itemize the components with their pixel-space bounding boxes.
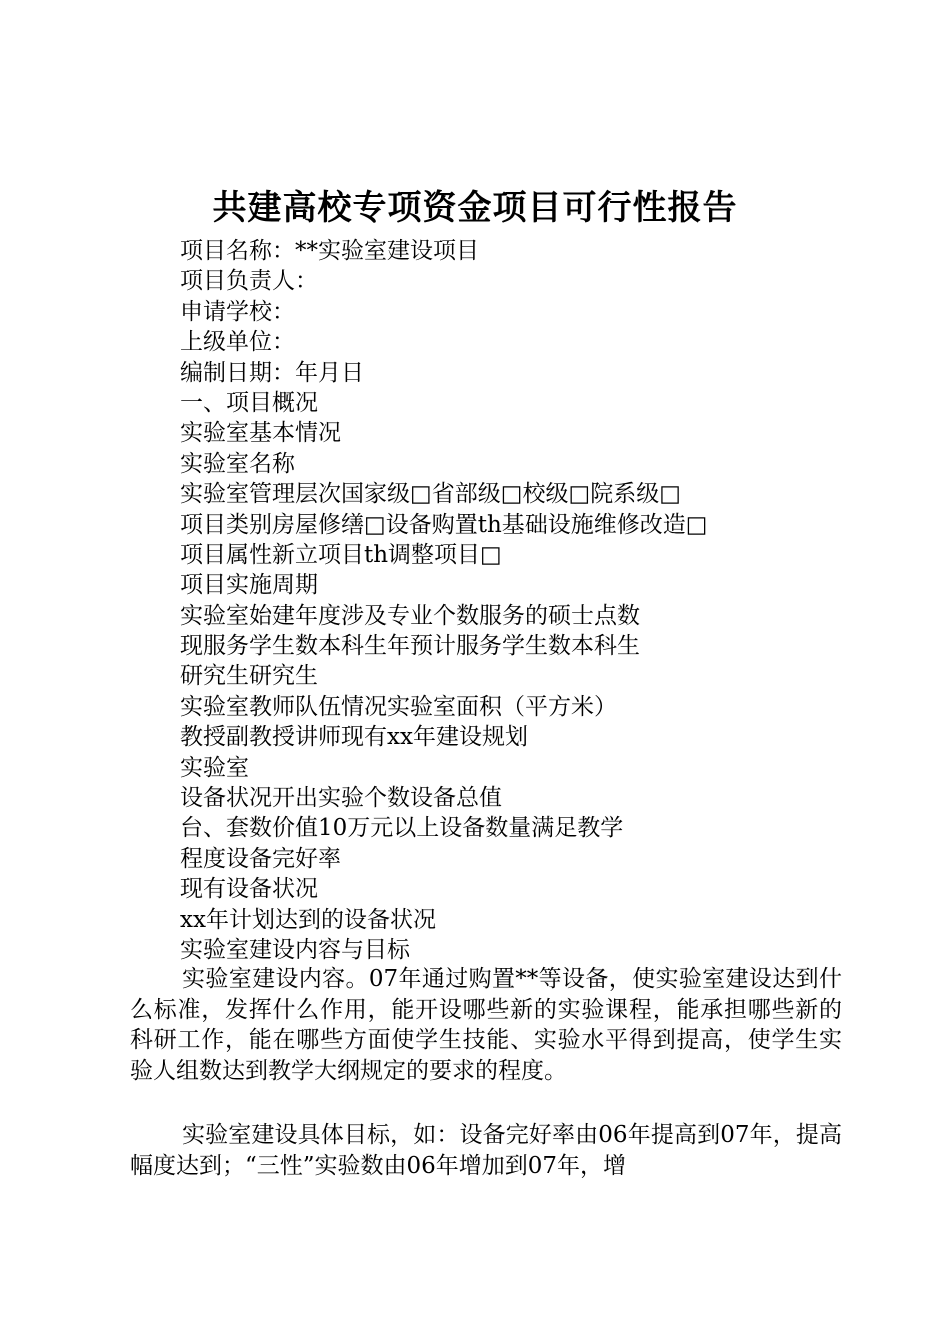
text-line-compile-date: 编制日期：年月日 — [180, 359, 364, 386]
text-line-current-equipment: 现有设备状况 — [180, 876, 318, 903]
text-line-equipment-rate: 程度设备完好率 — [180, 845, 341, 872]
text-line-implementation-period: 项目实施周期 — [180, 572, 318, 599]
text-line-founding-year: 实验室始建年度涉及专业个数服务的硕士点数 — [180, 602, 640, 629]
text-line-construction-goals: 实验室建设内容与目标 — [180, 936, 410, 963]
text-line-management-level: 实验室管理层次国家级□省部级□校级□院系级□ — [180, 481, 681, 508]
text-line-project-attribute: 项目属性新立项目th调整项目□ — [180, 541, 502, 568]
text-line-professors: 教授副教授讲师现有xx年建设规划 — [180, 724, 528, 751]
text-line-equipment-units: 台、套数价值10万元以上设备数量满足教学 — [180, 815, 624, 842]
text-line-applying-school: 申请学校： — [180, 298, 295, 325]
text-line-superior-unit: 上级单位： — [180, 329, 295, 356]
text-line-lab: 实验室 — [180, 754, 249, 781]
project-info-lines — [180, 236, 708, 965]
section-heading-overview: 一、项目概况 — [180, 389, 318, 416]
text-line-equipment-status: 设备状况开出实验个数设备总值 — [180, 785, 502, 812]
text-line-teaching-staff: 实验室教师队伍情况实验室面积（平方米） — [180, 693, 617, 720]
paragraph-specific-goals: 实验室建设具体目标，如：设备完好率由06年提高到07年，提高幅度达到；“三性”实验数由06年增加到07年，增 — [130, 1122, 842, 1179]
text-line-project-leader: 项目负责人： — [180, 268, 318, 295]
paragraph-construction-content: 实验室建设内容。07年通过购置**等设备，使实验室建设达到什么标准，发挥什么作用，能开设哪些新的实验课程，能承担哪些新的科研工作，能在哪些方面使学生技能、实验水平得到提高，使学生实验人组数达到教学大纲规定的要求的程度。 — [130, 966, 842, 1084]
document-title: 共建高校专项资金项目可行性报告 — [212, 188, 738, 228]
text-line-lab-basics: 实验室基本情况 — [180, 420, 341, 447]
text-line-project-category: 项目类别房屋修缮□设备购置th基础设施维修改造□ — [180, 511, 708, 538]
text-line-planned-equipment: xx年计划达到的设备状况 — [180, 906, 436, 933]
text-line-project-name: 项目名称：**实验室建设项目 — [180, 238, 479, 264]
text-line-students-served: 现服务学生数本科生年预计服务学生数本科生 — [180, 633, 640, 660]
text-line-graduate-students: 研究生研究生 — [180, 663, 318, 690]
text-line-lab-name: 实验室名称 — [180, 450, 295, 477]
